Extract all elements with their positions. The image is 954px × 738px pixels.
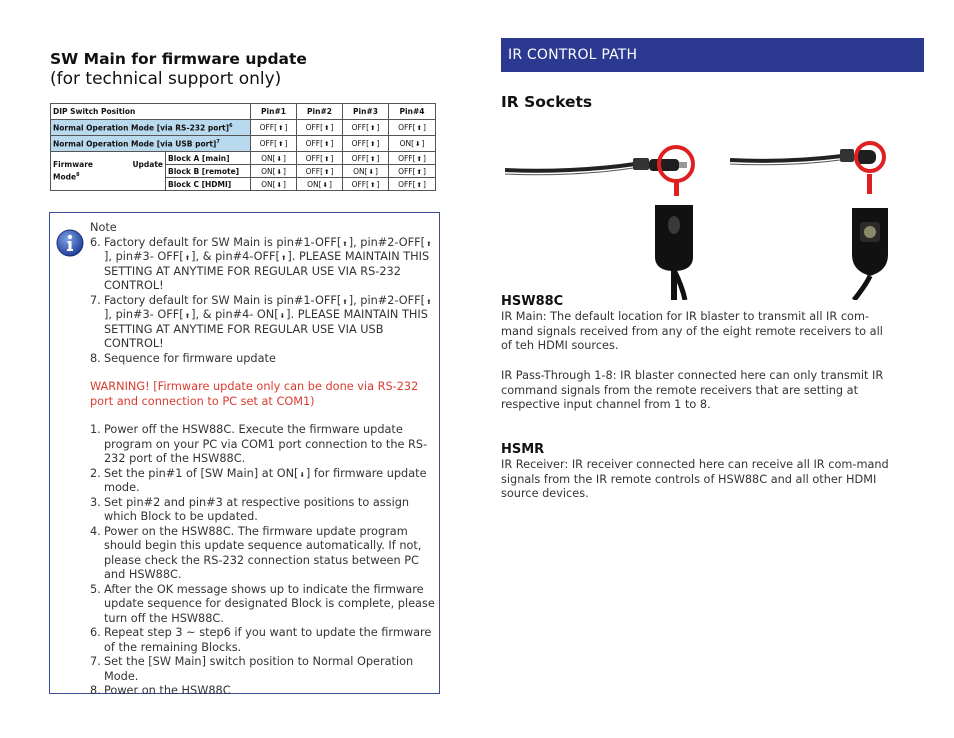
list-number: 6. [90, 235, 101, 249]
pin-cell: OFF[⬆] [297, 152, 343, 165]
header-dip-position: DIP Switch Position [51, 104, 251, 120]
arrow-up-icon: ⬆ [416, 154, 422, 163]
pin-cell: OFF[⬆] [251, 120, 297, 136]
block-label: Block B [remote] [166, 165, 251, 178]
arrow-up-icon: ⬆ [324, 154, 330, 163]
firmware-steps-list [90, 423, 440, 699]
pin-cell: OFF[⬆] [389, 165, 436, 178]
arrow-up-icon: ⬆ [426, 297, 432, 306]
arrow-up-icon: ⬆ [324, 140, 330, 148]
arrow-up-icon: ⬆ [370, 124, 376, 132]
list-item: 8. Sequence for firmware update [90, 351, 276, 365]
pin-cell: OFF[⬆] [389, 178, 436, 191]
pin-cell: OFF[⬆] [343, 136, 389, 152]
arrow-up-icon: ⬆ [184, 254, 191, 262]
list-number: 5. [90, 582, 101, 596]
hsw88c-ir-passthrough-text: IR Pass-Through 1-8: IR blaster connected here can only transmit IR command signals from the remote receivers that are setting at respective input channel from 1 to 8. [501, 369, 884, 411]
table-row [51, 120, 436, 136]
list-item: 6. Factory default for SW Main is pin#1-OFF[⬆], pin#2-OFF[⬆], pin#3- OFF[⬆], & pin#4-OFF[⬆]. PLEASE MAINTAIN THIS SETTING AT ANYTIME FOR REGULAR USE VIA RS-232 CONTROL! [90, 235, 432, 292]
list-item: 6. Repeat step 3 ~ step6 if you want to update the firmware of the remaining Blocks. [90, 626, 432, 654]
arrow-up-icon: ⬆ [184, 312, 191, 320]
header-pin3: Pin#3 [343, 104, 389, 120]
list-number: 1. [90, 423, 101, 436]
arrow-up-icon: ⬆ [324, 124, 330, 132]
arrow-up-icon: ⬆ [324, 167, 330, 176]
pin-cell: ON[⬇] [389, 136, 436, 152]
header-pin2: Pin#2 [297, 104, 343, 120]
arrow-up-icon: ⬆ [370, 154, 376, 163]
list-item: 7. Set the [SW Main] switch position to Normal Operation Mode. [90, 655, 414, 683]
list-number: 8. [90, 351, 101, 365]
note-list [90, 236, 440, 367]
arrow-up-icon: ⬆ [416, 180, 422, 189]
arrow-down-icon: ⬇ [368, 167, 374, 176]
banner-title: IR CONTROL PATH [508, 47, 638, 63]
pin-cell: OFF[⬆] [343, 152, 389, 165]
arrow-up-icon: ⬆ [370, 140, 376, 148]
arrow-down-icon: ⬇ [299, 470, 305, 479]
list-item: 4. Power on the HSW88C. The firmware update program should begin this update sequence automatically. If not, please check the RS-232 connection status between PC and HSW88C. [90, 524, 422, 581]
arrow-up-icon: ⬆ [342, 297, 348, 306]
pin-cell: OFF[⬆] [251, 136, 297, 152]
note-label: Note [90, 221, 117, 234]
pin-cell: OFF[⬆] [389, 152, 436, 165]
page-title: SW Main for firmware update [50, 50, 307, 68]
list-number: 7. [90, 293, 101, 307]
list-number: 3. [90, 495, 101, 509]
row-label-usb: Normal Operation Mode [via USB port]$^7$ [51, 136, 251, 152]
list-item: 7. Factory default for SW Main is pin#1-OFF[⬆], pin#2-OFF[⬆], pin#3- OFF[⬆], & pin#4- ON[⬇]. PLEASE MAINTAIN THIS SETTING AT ANYTIME FOR REGULAR USE VIA USB CONTROL! [90, 293, 432, 350]
arrow-up-icon: ⬆ [278, 124, 284, 132]
arrow-down-icon: ⬇ [322, 180, 328, 189]
list-number: 4. [90, 524, 101, 538]
list-item: 8. Power on the HSW88C [90, 684, 231, 697]
arrow-up-icon: ⬆ [416, 124, 422, 132]
list-item: 3. Set pin#2 and pin#3 at respective positions to assign which Block to be updated. [90, 495, 410, 523]
block-label: Block C [HDMI] [166, 178, 251, 191]
table-row [51, 152, 436, 165]
table-row [51, 136, 436, 152]
arrow-down-icon: ⬇ [276, 180, 282, 189]
list-number: 7. [90, 655, 101, 668]
pin-cell: OFF[⬆] [297, 165, 343, 178]
pin-cell: OFF[⬆] [389, 120, 436, 136]
list-number: 8. [90, 684, 101, 697]
arrow-up-icon: ⬆ [278, 140, 284, 148]
list-item: 1. Power off the HSW88C. Execute the firmware update program on your PC via COM1 port connection to the RS-232 port of the HSW88C. [90, 423, 428, 465]
arrow-up-icon: ⬆ [416, 167, 422, 176]
warning-text: WARNING! [Firmware update only can be done via RS-232 port and connection to PC set at COM1) [90, 380, 419, 408]
pin-cell: OFF[⬆] [343, 178, 389, 191]
header-pin4: Pin#4 [389, 104, 436, 120]
table-header-row [51, 104, 436, 120]
hsw88c-socket-photo [505, 130, 715, 300]
arrow-down-icon: ⬇ [276, 154, 282, 163]
ir-sockets-title: IR Sockets [501, 93, 593, 111]
hsw88c-ir-main-text: IR Main: The default location for IR blaster to transmit all IR com-mand signals received from any of the eight remote receivers to all of teh HDMI sources. [501, 310, 883, 352]
pin-cell: ON[⬇] [251, 165, 297, 178]
arrow-up-icon: ⬆ [426, 239, 432, 248]
pin-cell: OFF[⬆] [297, 120, 343, 136]
row-label-rs232: Normal Operation Mode [via RS-232 port]$^6$ [51, 120, 251, 136]
list-item: 2. Set the pin#1 of [SW Main] at ON[⬇] for firmware update mode. [90, 466, 427, 494]
hsw88c-title: HSW88C [501, 294, 564, 309]
hsmr-socket-photo [730, 130, 910, 300]
page-subtitle: (for technical support only) [50, 69, 282, 89]
arrow-up-icon: ⬆ [370, 180, 376, 189]
pin-cell: ON[⬇] [251, 178, 297, 191]
list-item: 5. After the OK message shows up to indicate the firmware update sequence for designated Block is complete, please turn off the HSW88C. [90, 582, 435, 625]
list-number: 6. [90, 626, 101, 639]
list-number: 2. [90, 466, 101, 480]
dip-switch-table [50, 103, 436, 191]
info-icon [56, 229, 84, 257]
block-label: Block A [main] [166, 152, 251, 165]
note-text [90, 221, 440, 699]
pin-cell: ON[⬇] [297, 178, 343, 191]
arrow-down-icon: ⬇ [415, 140, 421, 148]
arrow-up-icon: ⬆ [280, 254, 287, 262]
pin-cell: OFF[⬆] [343, 120, 389, 136]
hsmr-title: HSMR [501, 442, 545, 457]
pin-cell: OFF[⬆] [297, 136, 343, 152]
arrow-down-icon: ⬇ [276, 167, 282, 176]
header-pin1: Pin#1 [251, 104, 297, 120]
arrow-up-icon: ⬆ [342, 239, 348, 248]
pin-cell: ON[⬇] [251, 152, 297, 165]
hsmr-ir-receiver-text: IR Receiver: IR receiver connected here can receive all IR com-mand signals from the IR remote controls of HSW88C and all other HDMI source devices. [501, 458, 889, 500]
row-label-firmware: Firmware Update Mode$^8$ [51, 152, 166, 191]
pin-cell: ON[⬇] [343, 165, 389, 178]
arrow-down-icon: ⬇ [279, 312, 286, 320]
